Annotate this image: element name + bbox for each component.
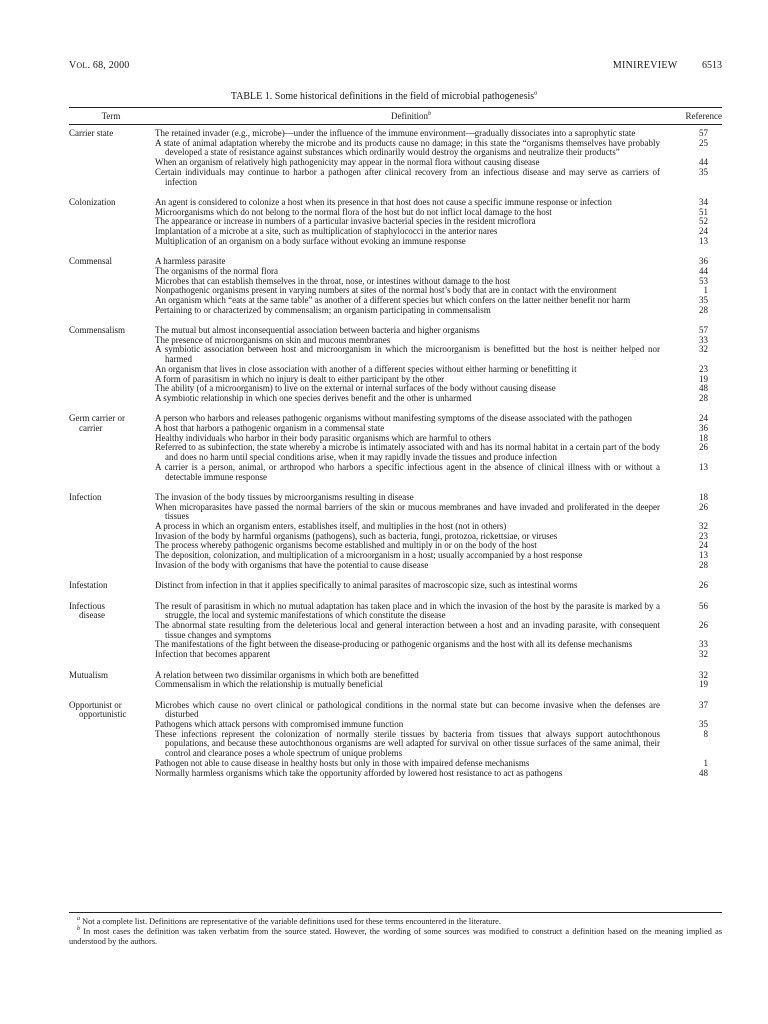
term-cell: [69, 671, 155, 690]
column-header-definition: Definition$^b$: [391, 111, 431, 121]
table-row: [155, 730, 722, 759]
reference-number: 33: [699, 334, 708, 345]
term-label: Colonization: [69, 196, 116, 207]
table-row: [155, 769, 722, 779]
column-header-term: Term: [101, 111, 121, 121]
term-label: Infectious: [69, 600, 105, 611]
term-label: Mutualism: [69, 669, 109, 680]
term-group: [69, 581, 722, 591]
definition-text: The retained invader (e.g., microbe)—under the influence of the immune environment—gradually dissociates into a saprophytic state: [155, 128, 636, 138]
definition-text: Multiplication of an organism on a body surface without evoking an immune response: [155, 235, 466, 246]
table-row: [155, 581, 722, 591]
definition-text: When an organism of relatively high pathogenicity may appear in the normal flora without causing disease: [155, 157, 540, 168]
reference-number: 28: [699, 392, 708, 403]
definition-text: An organism that lives in close association with another of a different species without either harming or benefitting it: [155, 363, 577, 374]
definition-text: Invasion of the body with organisms that have the potential to cause disease: [155, 559, 429, 570]
term-cell: [69, 198, 155, 247]
reference-number: 24: [699, 413, 708, 424]
reference-number: 24: [699, 540, 708, 551]
reference-number: 8: [703, 728, 708, 739]
term-label: Germ carrier or: [69, 413, 125, 424]
table-row: [155, 503, 722, 522]
reference-number: 24: [699, 226, 708, 237]
term-cell: [69, 581, 155, 591]
reference-number: 32: [699, 521, 708, 532]
table-row: [155, 463, 722, 482]
table-footnotes: [69, 917, 722, 947]
table-bottom-rule: [69, 912, 722, 913]
reference-number: 44: [699, 265, 708, 276]
term-cell: [69, 602, 155, 660]
term-group: [69, 129, 722, 187]
definition-text: Healthy individuals who harbor in their body parasitic organisms which are harmful to others: [155, 432, 492, 443]
reference-number: 57: [699, 325, 708, 336]
definition-text: A process in which an organism enters, establishes itself, and multiplies in the host (not in others): [155, 521, 507, 532]
definition-text: Pathogens which attack persons with compromised immune function: [155, 719, 404, 730]
table-row: [155, 237, 722, 247]
table-row: [155, 650, 722, 660]
definition-text: The abnormal state resulting from the deleterious local and general interaction between a host and an invading parasite, with consequent tissue changes and symptoms: [155, 620, 660, 640]
reference-number: 53: [699, 275, 708, 286]
definition-text: Pathogen not able to cause disease in healthy hosts but only in those with impaired defense mechanisms: [155, 757, 530, 768]
definition-text: Implantation of a microbe at a site, such as multiplication of staphylococci in the anterior nares: [155, 226, 498, 237]
term-label: Opportunist or: [69, 699, 122, 710]
reference-number: 48: [699, 383, 708, 394]
reference-number: 13: [699, 550, 708, 561]
definition-text: The appearance or increase in numbers of a particular invasive bacterial species in the resident microflora: [155, 216, 536, 227]
term-label: opportunistic: [79, 709, 127, 720]
reference-number: 26: [699, 580, 708, 591]
reference-number: 52: [699, 216, 708, 227]
reference-number: 57: [699, 128, 708, 138]
reference-number: 32: [699, 649, 708, 660]
definition-text: The invasion of the body tissues by microorganisms resulting in disease: [155, 491, 414, 502]
term-cell: [69, 257, 155, 315]
reference-number: 51: [699, 206, 708, 217]
definition-text: A symbiotic association between host and microorganism in which the microorganism is benefitted but the host is neither helped nor harmed: [155, 344, 660, 365]
definition-text: The result of parasitism in which no mutual adaptation has taken place and in which the invasion of the host by the parasite is marked by a struggle, the local and systemic manifestations of which constitute the disease: [155, 600, 660, 621]
running-header-right: [613, 60, 722, 71]
term-label: Infestation: [69, 580, 108, 591]
definition-text: The deposition, colonization, and multiplication of a microorganism in a host; usually accompanied by a host response: [155, 550, 583, 561]
definition-text: Commensalism in which the relationship is mutually beneficial: [155, 679, 383, 690]
definition-text: These infections represent the colonization of normally sterile tissues by bacteria from tissues that always support autochthonous populations, and because these autochthonous organisms are well adapted for survival on other tissue surfaces of the same animal, their control and clearance poses a whole spectrum of unique problems: [155, 728, 660, 759]
definition-text: A host that harbors a pathogenic organism in a commensal state: [155, 423, 385, 434]
definition-text: The process whereby pathogenic organisms become established and multiply in or on the body of the host: [155, 540, 537, 551]
term-cell: [69, 414, 155, 482]
reference-number: 18: [699, 432, 708, 443]
reference-number: 23: [699, 530, 708, 541]
reference-number: 28: [699, 304, 708, 315]
definition-text: A carrier is a person, animal, or arthropod who harbors a specific infectious agent in the absence of clinical illness with or without a detectable immune response: [155, 461, 660, 482]
reference-number: 33: [699, 639, 708, 650]
definition-text: A harmless parasite: [155, 256, 226, 267]
reference-number: 36: [699, 423, 708, 434]
reference-number: 36: [699, 256, 708, 267]
reference-number: 25: [699, 137, 708, 148]
footnote: [69, 927, 722, 947]
definition-text: Referred to as subinfection, the state whereby a microbe is intimately associated with and has its normal habitat in a certain part of the body and does no harm until special conditions arise, when it may rapidly invade the tissues and produce infection: [155, 442, 660, 463]
reference-number: 19: [699, 373, 708, 384]
definition-text: The manifestations of the fight between the disease-producing or pathogenic organisms and the host with all its defense mechanisms: [155, 639, 633, 650]
definition-text: A state of animal adaptation whereby the microbe and its products cause no damage; in this state the “organisms themselves have probably developed a state of resistance against substances which ordinarily would destroy the organisms and neutralize their products”: [155, 137, 660, 158]
table-body: [69, 129, 722, 789]
term-group: [69, 671, 722, 690]
term-label: Carrier state: [69, 128, 114, 138]
definition-text: An organism which “eats at the same table” as another of a different species but which confers on the latter neither benefit nor harm: [155, 294, 631, 305]
reference-number: 48: [699, 767, 708, 778]
definition-text: Microbes that can establish themselves in the throat, nose, or intestines without damage to the host: [155, 275, 511, 286]
reference-number: 26: [699, 620, 708, 631]
footnote-text: Not a complete list. Definitions are representative of the variable definitions used for these terms encountered in the literature.: [80, 917, 501, 926]
running-header-volume: VOL. 68, 2000: [69, 60, 130, 71]
term-group: [69, 602, 722, 660]
term-cell: [69, 129, 155, 187]
definition-text: A relation between two dissimilar organisms in which both are benefitted: [155, 669, 419, 680]
reference-number: 56: [699, 600, 708, 611]
definition-text: A form of parasitism in which no injury is dealt to either participant by the other: [155, 373, 445, 384]
reference-number: 18: [699, 491, 708, 502]
reference-number: 13: [699, 461, 708, 472]
definition-text: Microbes which cause no overt clinical or pathological conditions in the normal state but can become invasive when the defenses are disturbed: [155, 699, 660, 720]
table-caption: TABLE 1. Some historical definitions in the field of microbial pathogenesis$^a$: [230, 90, 538, 102]
reference-number: 32: [699, 669, 708, 680]
definition-text: Certain individuals may continue to harbor a pathogen after clinical recovery from an infectious disease and may serve as carriers of infection: [155, 166, 660, 187]
term-group: [69, 493, 722, 571]
term-label: Commensal: [69, 256, 112, 267]
term-label: carrier: [79, 423, 103, 434]
term-group: [69, 198, 722, 247]
reference-number: 37: [699, 699, 708, 710]
table-row: [155, 168, 722, 187]
table-row: [155, 139, 722, 158]
term-label: Commensalism: [69, 325, 125, 336]
definition-text: The presence of microorganisms on skin and mucous membranes: [155, 334, 391, 345]
table-row: [155, 680, 722, 690]
table-top-rule: [69, 107, 722, 108]
term-cell: [69, 326, 155, 404]
reference-number: 13: [699, 235, 708, 246]
term-group: [69, 257, 722, 315]
definition-text: Normally harmless organisms which take the opportunity afforded by lowered host resistance to act as pathogens: [155, 767, 563, 778]
definition-text: The ability (of a microorganism) to live on the external or internal surfaces of the body without causing disease: [155, 383, 556, 394]
reference-number: 23: [699, 363, 708, 374]
footnote-text: In most cases the definition was taken verbatim from the source stated. However, the wording of some sources was modified to construct a definition based on the meaning implied as understood by the authors.: [69, 927, 722, 946]
reference-number: 35: [699, 719, 708, 730]
reference-number: 34: [699, 196, 708, 207]
term-label: Infection: [69, 491, 102, 502]
definition-text: Pertaining to or characterized by commensalism; an organism participating in commensalism: [155, 304, 491, 315]
definition-text: Nonpathogenic organisms present in varying numbers at sites of the normal host’s body that are in contact with the environment: [155, 285, 617, 296]
term-cell: [69, 701, 155, 779]
term-group: [69, 326, 722, 404]
definition-text: A symbiotic relationship in which one species derives benefit and the other is unharmed: [155, 392, 472, 403]
reference-number: 26: [699, 442, 708, 453]
table-row: [155, 345, 722, 364]
definition-text: Invasion of the body by harmful organisms (pathogens), such as bacteria, fungi, protozoa, rickettsiae, or viruses: [155, 530, 558, 541]
definition-text: Infection that becomes apparent: [155, 649, 271, 660]
term-group: [69, 414, 722, 482]
reference-number: 28: [699, 559, 708, 570]
table-row: [155, 701, 722, 720]
definition-text: When microparasites have passed the normal barriers of the skin or mucous membranes and have invaded and proliferated in the deeper tissues: [155, 501, 660, 522]
definition-text: The organisms of the normal flora: [155, 265, 279, 276]
footnote: [69, 917, 722, 927]
term-label: disease: [79, 610, 105, 621]
reference-number: 19: [699, 679, 708, 690]
definition-text: The mutual but almost inconsequential association between bacteria and higher organisms: [155, 325, 480, 336]
reference-number: 26: [699, 501, 708, 512]
footnote-marker: b: [77, 926, 80, 933]
journal-section: MINIREVIEW: [612, 60, 678, 71]
definition-text: A person who harbors and releases pathogenic organisms without manifesting symptoms of the disease associated with the pathogen: [155, 413, 632, 424]
reference-number: 1: [703, 757, 708, 768]
term-group: [69, 701, 722, 779]
table-row: [155, 394, 722, 404]
page-number: 6513: [702, 60, 722, 71]
table-row: [155, 443, 722, 462]
reference-number: 32: [699, 344, 708, 355]
table-header-rule: [69, 124, 722, 125]
reference-number: 35: [699, 166, 708, 177]
reference-number: 35: [699, 294, 708, 305]
definition-text: Microorganisms which do not belong to the normal flora of the host but do not inflict local damage to the host: [155, 206, 552, 217]
table-row: [155, 621, 722, 640]
definition-text: An agent is considered to colonize a host when its presence in that host does not cause a specific immune response or infection: [155, 196, 612, 207]
table-row: [155, 306, 722, 316]
column-header-reference: Reference: [685, 111, 722, 121]
footnote-marker: a: [77, 916, 80, 923]
table-column-headers: [69, 111, 722, 123]
reference-number: 1: [703, 285, 708, 296]
table-row: [155, 561, 722, 571]
term-cell: [69, 493, 155, 571]
definition-text: Distinct from infection in that it applies specifically to animal parasites of macroscopic size, such as intestinal worms: [155, 580, 578, 591]
table-row: [155, 602, 722, 621]
reference-number: 44: [699, 157, 708, 168]
